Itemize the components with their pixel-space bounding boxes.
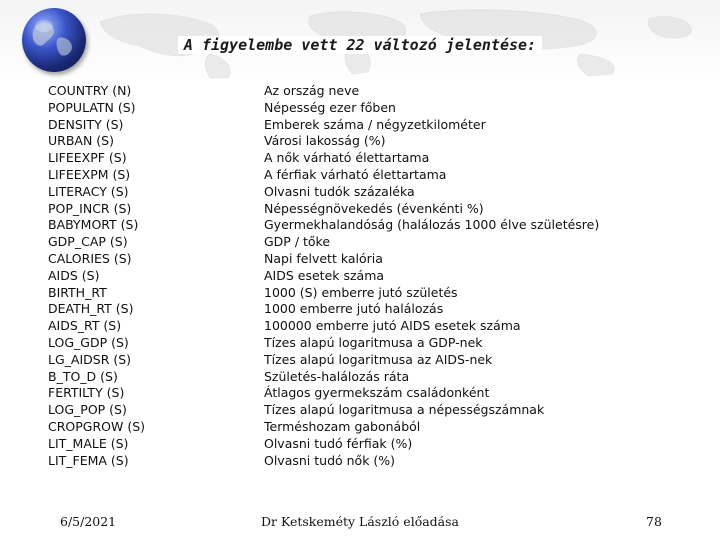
- variable-name: AIDS_RT (S): [48, 318, 122, 334]
- variable-name: LIFEEXPF (S): [48, 150, 127, 166]
- variable-name: COUNTRY (N): [48, 83, 132, 98]
- header-band: [0, 0, 720, 82]
- variable-meaning: Városi lakosság (%): [264, 133, 386, 149]
- footer-date: 6/5/2021: [60, 514, 117, 529]
- variable-name: LIT_FEMA (S): [48, 452, 129, 468]
- page-number: 78: [646, 514, 662, 529]
- footer-author: Dr Ketskeméty László előadása: [260, 514, 460, 529]
- variable-meaning: Terméshozam gabonából: [264, 418, 421, 434]
- variable-meaning: A nők várható élettartama: [264, 150, 430, 166]
- variable-name: LG_AIDSR (S): [48, 351, 132, 367]
- variable-name: URBAN (S): [48, 133, 114, 149]
- variable-name-column: [48, 83, 248, 469]
- variable-name: GDP_CAP (S): [48, 234, 128, 250]
- variable-meaning: A férfiak várható élettartama: [264, 166, 447, 182]
- variable-name: DENSITY (S): [48, 116, 124, 132]
- variable-meaning: Emberek száma / négyzetkilométer: [264, 116, 486, 132]
- variable-meaning: Népesség ezer főben: [264, 99, 396, 115]
- page-title: [0, 36, 720, 54]
- variable-name: AIDS (S): [48, 267, 100, 283]
- variable-meaning: Tízes alapú logaritmusa a népességszámnak: [264, 402, 545, 418]
- variable-meaning: Az ország neve: [264, 83, 360, 98]
- variable-meaning: Olvasni tudó férfiak (%): [264, 435, 413, 451]
- variable-name: LITERACY (S): [48, 183, 129, 199]
- page-title-text: A figyelembe vett 22 változó jelentése:: [178, 36, 542, 54]
- variable-meaning: Olvasni tudó nők (%): [264, 452, 396, 468]
- variable-meaning: Születés-halálozás ráta: [264, 368, 410, 384]
- variable-name: DEATH_RT (S): [48, 301, 134, 317]
- variable-name: POP_INCR (S): [48, 200, 132, 216]
- variable-meaning-column: [264, 83, 704, 469]
- variable-name: B_TO_D (S): [48, 368, 118, 384]
- variable-meaning: Gyermekhalandóság (halálozás 1000 élve születésre): [264, 217, 600, 233]
- variable-name: LIFEEXPM (S): [48, 166, 131, 182]
- variable-meaning: Olvasni tudók százaléka: [264, 183, 415, 199]
- variable-meaning: 100000 emberre jutó AIDS esetek száma: [264, 318, 521, 334]
- variable-meaning: Tízes alapú logaritmusa a GDP-nek: [264, 334, 483, 350]
- variable-name: POPULATN (S): [48, 99, 136, 115]
- variable-meaning: Napi felvett kalória: [264, 250, 383, 266]
- variable-name: LIT_MALE (S): [48, 435, 129, 451]
- variable-meaning: AIDS esetek száma: [264, 267, 385, 283]
- variable-meaning: 1000 emberre jutó halálozás: [264, 301, 444, 317]
- variable-name: CALORIES (S): [48, 250, 132, 266]
- variable-meaning: Tízes alapú logaritmusa az AIDS-nek: [264, 351, 493, 367]
- variable-meaning: Átlagos gyermekszám családonként: [264, 385, 490, 401]
- variable-name: BABYMORT (S): [48, 217, 139, 233]
- variable-name: LOG_GDP (S): [48, 334, 129, 350]
- variable-name: LOG_POP (S): [48, 402, 127, 418]
- variable-meaning: 1000 (S) emberre jutó születés: [264, 284, 458, 300]
- variable-name: CROPGROW (S): [48, 418, 146, 434]
- variable-meaning: GDP / tőke: [264, 234, 331, 250]
- variable-name: FERTILTY (S): [48, 385, 125, 401]
- variable-name: BIRTH_RT: [48, 284, 107, 300]
- variable-meaning: Népességnövekedés (évenkénti %): [264, 200, 484, 216]
